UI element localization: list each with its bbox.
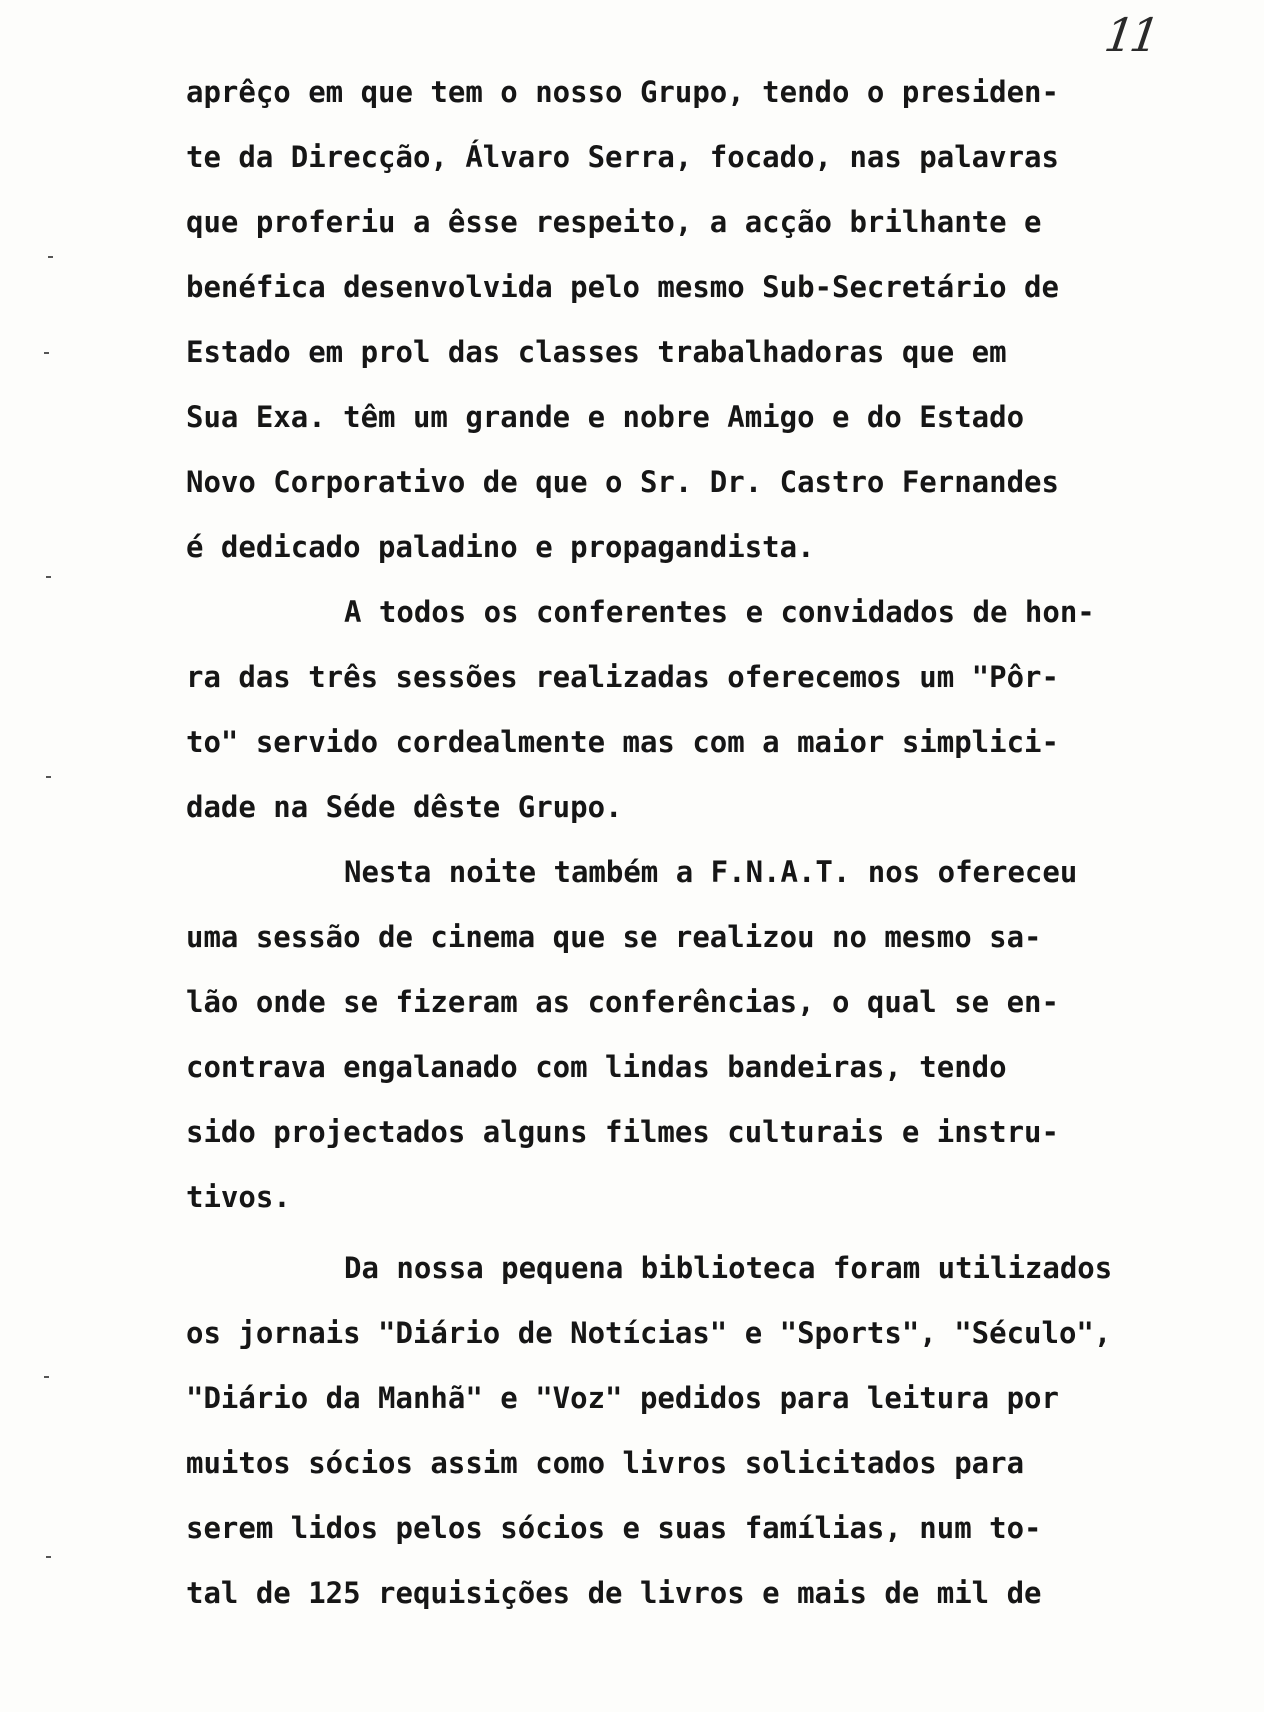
text-line: benéfica desenvolvida pelo mesmo Sub-Secretário de	[186, 270, 1059, 304]
text-line: ra das três sessões realizadas oferecemos um "Pôr-	[186, 660, 1059, 694]
text-line: Novo Corporativo de que o Sr. Dr. Castro Fernandes	[186, 465, 1059, 499]
text-line: "Diário da Manhã" e "Voz" pedidos para leitura por	[186, 1381, 1059, 1415]
paragraph	[186, 60, 1196, 580]
margin-speck	[46, 776, 51, 778]
margin-speck	[44, 352, 49, 354]
text-line: tal de 125 requisições de livros e mais de mil de	[186, 1576, 1042, 1610]
paragraph	[186, 580, 1196, 840]
margin-speck	[46, 576, 51, 578]
paragraph	[186, 840, 1196, 1230]
text-line: te da Direcção, Álvaro Serra, focado, nas palavras	[186, 140, 1059, 174]
handwritten-page-number: 11	[1101, 8, 1160, 62]
text-line: aprêço em que tem o nosso Grupo, tendo o presiden-	[186, 75, 1059, 109]
text-line: os jornais "Diário de Notícias" e "Sports", "Século",	[186, 1316, 1112, 1350]
text-line: é dedicado paladino e propagandista.	[186, 530, 815, 564]
text-line: Da nossa pequena biblioteca foram utilizados	[344, 1251, 1113, 1285]
text-line: tivos.	[186, 1180, 291, 1214]
text-line: muitos sócios assim como livros solicitados para	[186, 1446, 1025, 1480]
text-line: Nesta noite também a F.N.A.T. nos ofereceu	[344, 855, 1078, 889]
text-line: Sua Exa. têm um grande e nobre Amigo e do Estado	[186, 400, 1025, 434]
text-line: lão onde se fizeram as conferências, o qual se en-	[186, 985, 1059, 1019]
typewritten-text	[186, 60, 1196, 1626]
text-line: que proferiu a êsse respeito, a acção brilhante e	[186, 205, 1042, 239]
margin-speck	[48, 256, 53, 258]
text-line: serem lidos pelos sócios e suas famílias, num to-	[186, 1511, 1042, 1545]
text-line: A todos os conferentes e convidados de hon-	[344, 595, 1095, 629]
text-line: to" servido cordealmente mas com a maior simplici-	[186, 725, 1059, 759]
text-line: Estado em prol das classes trabalhadoras que em	[186, 335, 1007, 369]
margin-speck	[46, 1556, 51, 1558]
text-line: dade na Séde dêste Grupo.	[186, 790, 623, 824]
text-line: sido projectados alguns filmes culturais e instru-	[186, 1115, 1059, 1149]
text-line: uma sessão de cinema que se realizou no mesmo sa-	[186, 920, 1042, 954]
margin-speck	[44, 1376, 49, 1378]
paragraph	[186, 1236, 1196, 1626]
text-line: contrava engalanado com lindas bandeiras, tendo	[186, 1050, 1007, 1084]
